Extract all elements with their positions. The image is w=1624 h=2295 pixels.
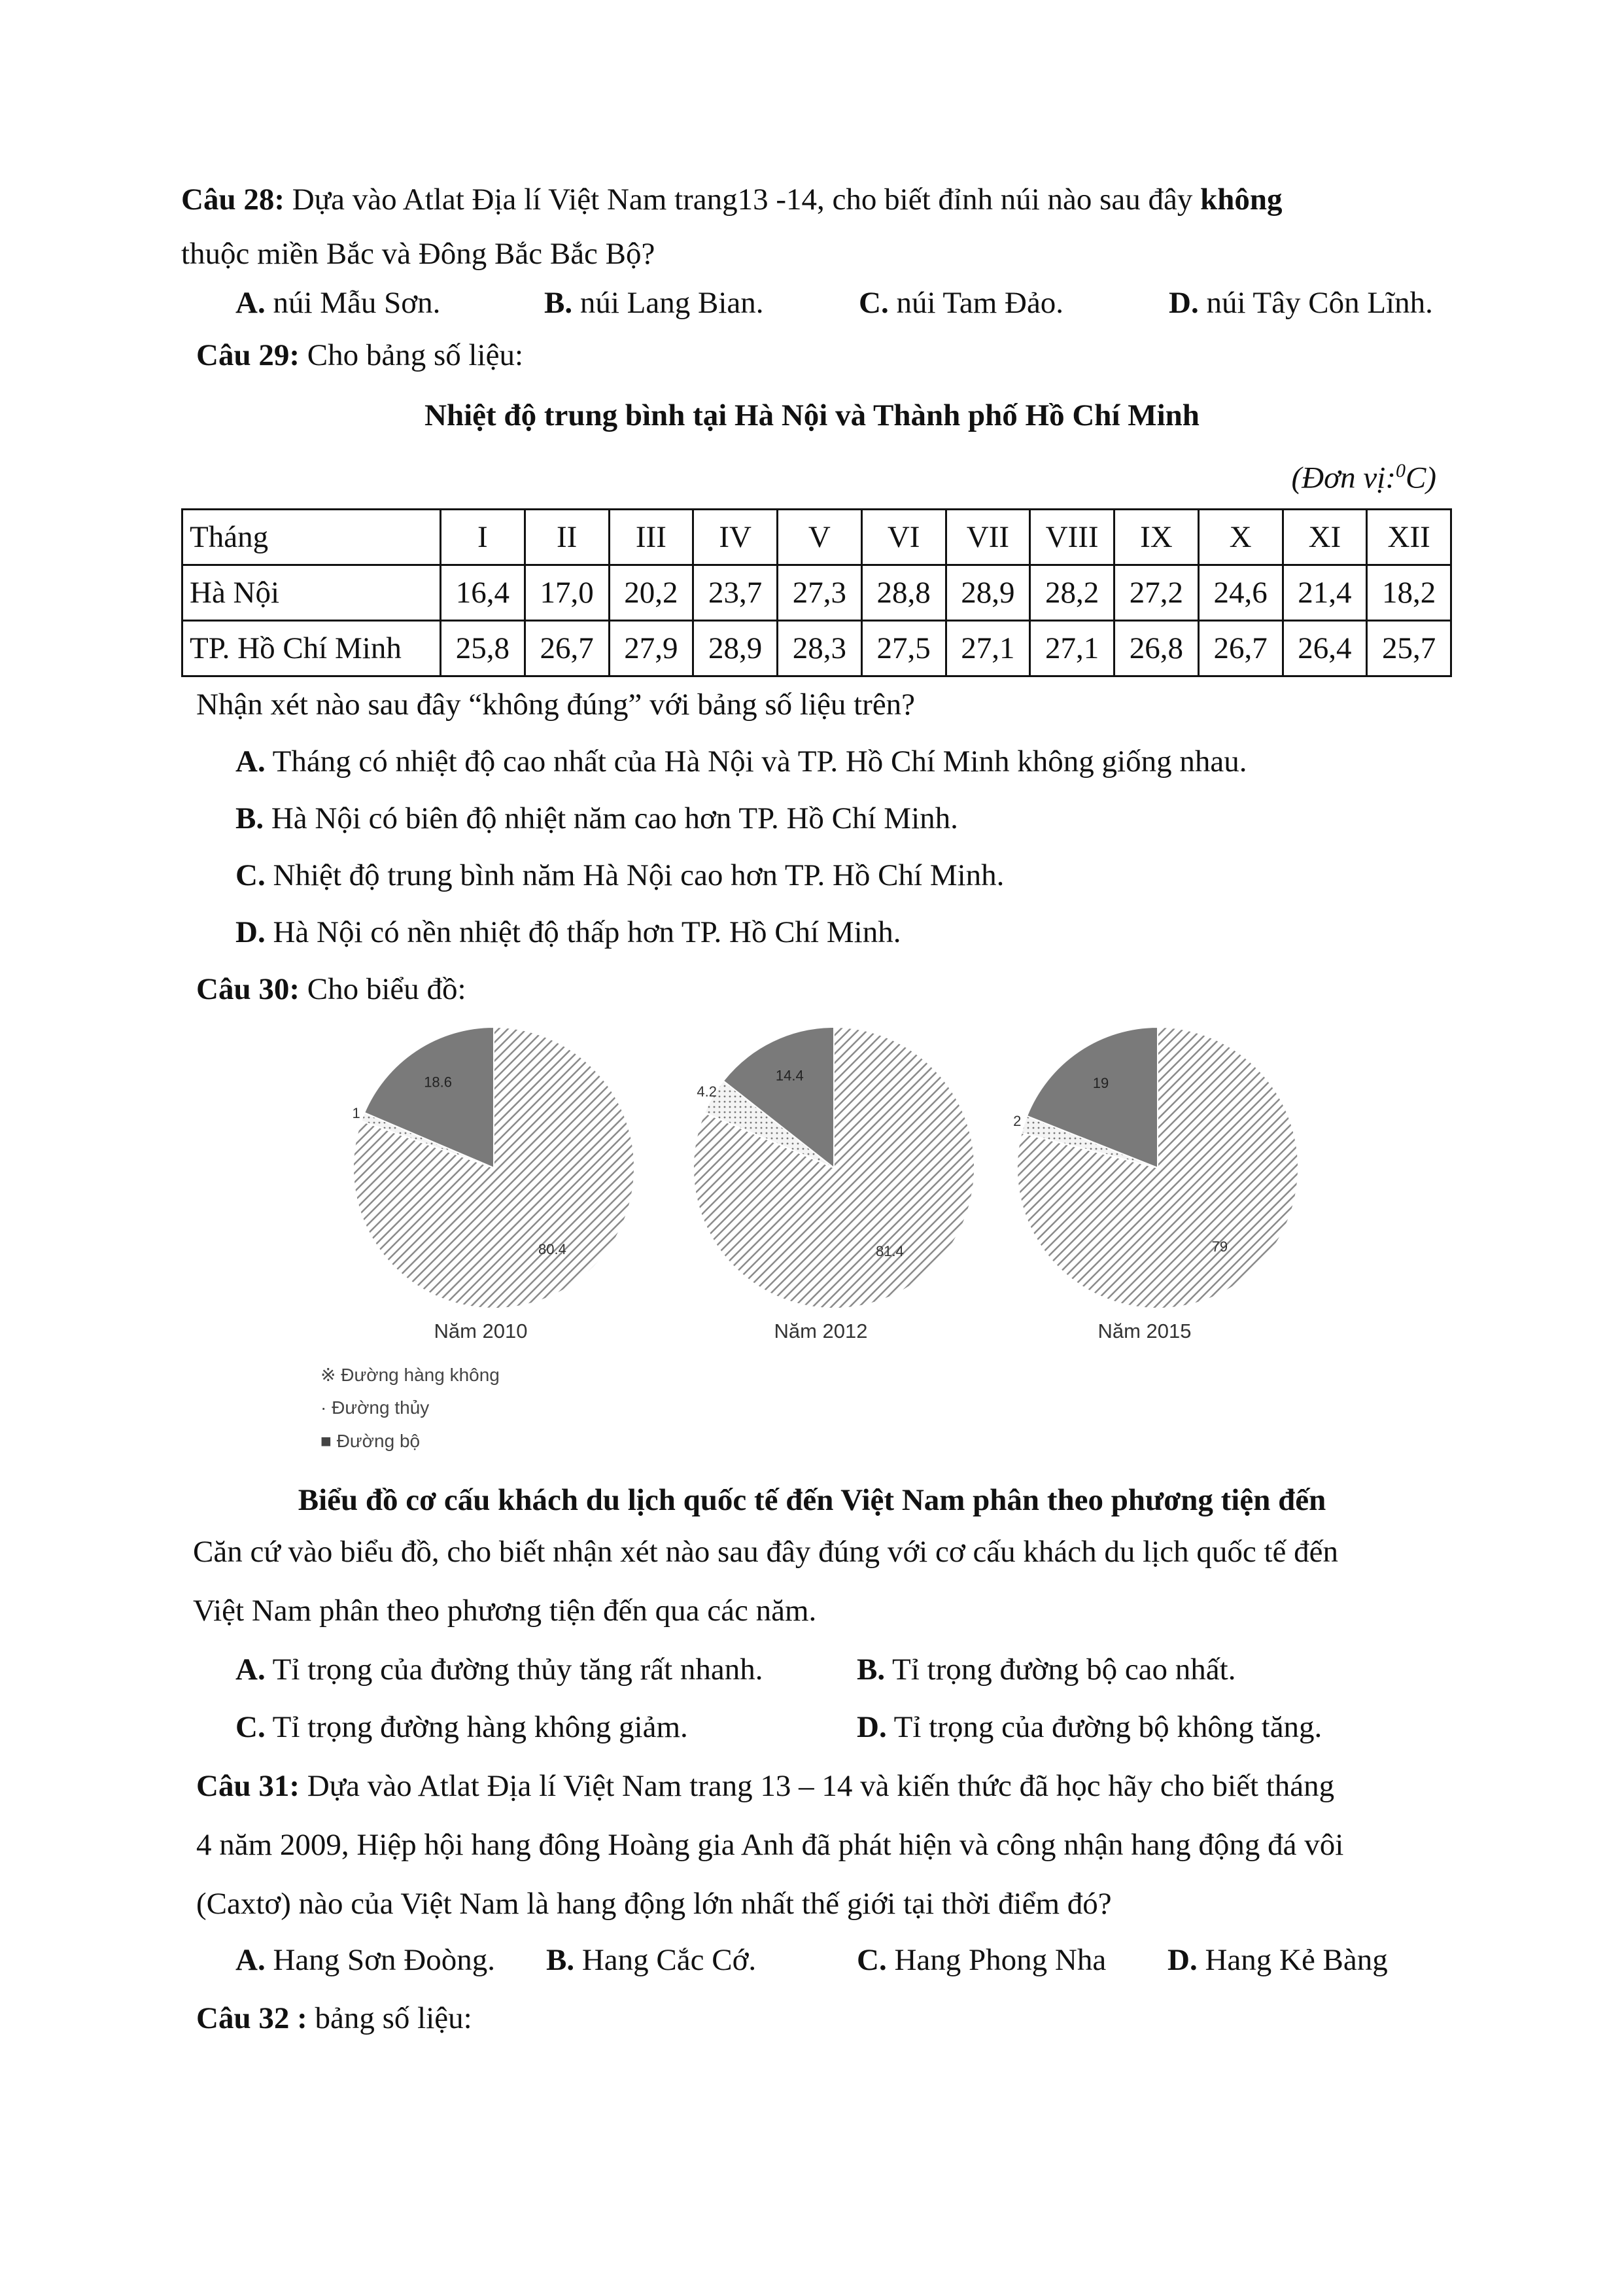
table-cell: V bbox=[778, 510, 862, 565]
table-cell: 28,9 bbox=[946, 565, 1030, 621]
pie-year-label: Năm 2010 bbox=[434, 1320, 528, 1342]
table-cell: 26,8 bbox=[1114, 621, 1199, 676]
legend-item-air: ※ Đường hàng không bbox=[320, 1365, 500, 1385]
table-cell: 26,7 bbox=[525, 621, 609, 676]
q31-label: Câu 31: bbox=[196, 1769, 300, 1803]
table-cell: VII bbox=[946, 510, 1030, 565]
table-cell: 27,3 bbox=[778, 565, 862, 621]
q28-line2: thuộc miền Bắc và Đông Bắc Bắc Bộ? bbox=[181, 237, 655, 271]
table-cell: 27,1 bbox=[946, 621, 1030, 676]
table-cell: IX bbox=[1114, 510, 1199, 565]
pie-value-label: 14.4 bbox=[775, 1067, 804, 1084]
table-cell: 27,5 bbox=[861, 621, 946, 676]
table-title: Nhiệt độ trung bình tại Hà Nội và Thành phố Hồ Chí Minh bbox=[424, 398, 1200, 432]
q28-option-b[interactable]: B. núi Lang Bian. bbox=[544, 286, 764, 320]
pie-value-label: 80.4 bbox=[538, 1241, 566, 1258]
table-cell: II bbox=[525, 510, 609, 565]
q30-question-line2: Việt Nam phân theo phương tiện đến qua các năm. bbox=[193, 1594, 817, 1628]
table-cell: 25,8 bbox=[441, 621, 525, 676]
q29-option-b[interactable]: B. Hà Nội có biên độ nhiệt năm cao hơn TP. Hồ Chí Minh. bbox=[235, 801, 958, 835]
table-cell: 21,4 bbox=[1283, 565, 1367, 621]
table-cell: VIII bbox=[1030, 510, 1114, 565]
q30-option-c[interactable]: C. Tỉ trọng đường hàng không giảm. bbox=[235, 1710, 688, 1744]
table-cell: 23,7 bbox=[693, 565, 778, 621]
table-cell: IV bbox=[693, 510, 778, 565]
q30-option-a[interactable]: A. Tỉ trọng của đường thủy tăng rất nhanh. bbox=[235, 1653, 763, 1687]
q28-line1: Câu 28: Dựa vào Atlat Địa lí Việt Nam trang13 -14, cho biết đỉnh núi nào sau đây không bbox=[181, 183, 1283, 217]
q32-label: Câu 32 : bbox=[196, 2001, 307, 2035]
pie-value-label: 19 bbox=[1092, 1074, 1109, 1091]
table-cell: 16,4 bbox=[441, 565, 525, 621]
pie-value-label: 2 bbox=[1013, 1113, 1022, 1130]
table-cell: 24,6 bbox=[1198, 565, 1283, 621]
table-cell: Tháng bbox=[182, 510, 441, 565]
pie-value-label: 1 bbox=[352, 1105, 360, 1122]
q31-line1: Câu 31: Dựa vào Atlat Địa lí Việt Nam trang 13 – 14 và kiến thức đã học hãy cho biết tháng bbox=[196, 1769, 1335, 1803]
pie-value-label: 81.4 bbox=[875, 1242, 904, 1259]
q29-question: Nhận xét nào sau đây “không đúng” với bảng số liệu trên? bbox=[196, 688, 916, 722]
legend-item-water: · Đường thủy bbox=[320, 1397, 430, 1418]
q32-line: Câu 32 : bảng số liệu: bbox=[196, 2001, 472, 2035]
legend-item-road: ■ Đường bộ bbox=[320, 1431, 421, 1451]
q28-option-a[interactable]: A. núi Mẫu Sơn. bbox=[235, 286, 441, 320]
table-cell: XII bbox=[1367, 510, 1451, 565]
pie-year-label: Năm 2015 bbox=[1097, 1320, 1192, 1342]
q30-line: Câu 30: Cho biểu đồ: bbox=[196, 972, 466, 1006]
table-cell: 25,7 bbox=[1367, 621, 1451, 676]
table-cell: VI bbox=[861, 510, 946, 565]
pie-year-label: Năm 2012 bbox=[774, 1320, 868, 1342]
table-cell: 27,1 bbox=[1030, 621, 1114, 676]
q28-option-c[interactable]: C. núi Tam Đảo. bbox=[859, 286, 1064, 320]
table-cell: 26,4 bbox=[1283, 621, 1367, 676]
table-cell: 28,8 bbox=[861, 565, 946, 621]
q29-line: Câu 29: Cho bảng số liệu: bbox=[196, 338, 524, 372]
q30-option-d[interactable]: D. Tỉ trọng của đường bộ không tăng. bbox=[857, 1710, 1322, 1744]
table-cell: III bbox=[609, 510, 693, 565]
chart-caption: Biểu đồ cơ cấu khách du lịch quốc tế đến Việt Nam phân theo phương tiện đến bbox=[298, 1483, 1326, 1517]
table-cell: XI bbox=[1283, 510, 1367, 565]
q28-label: Câu 28: bbox=[181, 183, 285, 217]
table-cell: 28,9 bbox=[693, 621, 778, 676]
q29-label: Câu 29: bbox=[196, 338, 300, 372]
q29-option-c[interactable]: C. Nhiệt độ trung bình năm Hà Nội cao hơn TP. Hồ Chí Minh. bbox=[235, 858, 1005, 892]
table-cell: 17,0 bbox=[525, 565, 609, 621]
table-cell: Hà Nội bbox=[182, 565, 441, 621]
table-cell: 28,3 bbox=[778, 621, 862, 676]
q31-option-c[interactable]: C. Hang Phong Nha bbox=[857, 1943, 1107, 1977]
q30-question-line1: Căn cứ vào biểu đồ, cho biết nhận xét nào sau đây đúng với cơ cấu khách du lịch quốc tế đến bbox=[193, 1535, 1339, 1569]
table-cell: 18,2 bbox=[1367, 565, 1451, 621]
q29-option-d[interactable]: D. Hà Nội có nền nhiệt độ thấp hơn TP. Hồ Chí Minh. bbox=[235, 915, 901, 949]
q30-option-b[interactable]: B. Tỉ trọng đường bộ cao nhất. bbox=[857, 1653, 1236, 1687]
pie-value-label: 4.2 bbox=[697, 1083, 717, 1100]
table-cell: 27,2 bbox=[1114, 565, 1199, 621]
q31-option-b[interactable]: B. Hang Cắc Cớ. bbox=[546, 1943, 757, 1977]
table-cell: X bbox=[1198, 510, 1283, 565]
q29-option-a[interactable]: A. Tháng có nhiệt độ cao nhất của Hà Nội và TP. Hồ Chí Minh không giống nhau. bbox=[235, 745, 1247, 779]
q30-label: Câu 30: bbox=[196, 972, 300, 1006]
pie-value-label: 79 bbox=[1211, 1238, 1228, 1255]
table-cell: 28,2 bbox=[1030, 565, 1114, 621]
q31-line3: (Caxtơ) nào của Việt Nam là hang động lớn nhất thế giới tại thời điểm đó? bbox=[196, 1887, 1112, 1921]
table-cell: 27,9 bbox=[609, 621, 693, 676]
q31-option-d[interactable]: D. Hang Kẻ Bàng bbox=[1167, 1943, 1388, 1977]
pie-value-label: 18.6 bbox=[424, 1074, 453, 1091]
table-cell: 26,7 bbox=[1198, 621, 1283, 676]
q31-line2: 4 năm 2009, Hiệp hội hang đông Hoàng gia Anh đã phát hiện và công nhận hang động đá vôi bbox=[196, 1828, 1344, 1862]
q31-option-a[interactable]: A. Hang Sơn Đoòng. bbox=[235, 1943, 495, 1977]
q28-option-d[interactable]: D. núi Tây Côn Lĩnh. bbox=[1169, 286, 1433, 320]
table-cell: 20,2 bbox=[609, 565, 693, 621]
table-cell: TP. Hồ Chí Minh bbox=[182, 621, 441, 676]
table-cell: I bbox=[441, 510, 525, 565]
table-unit: (Đơn vị:$^0$C) bbox=[1291, 460, 1436, 495]
